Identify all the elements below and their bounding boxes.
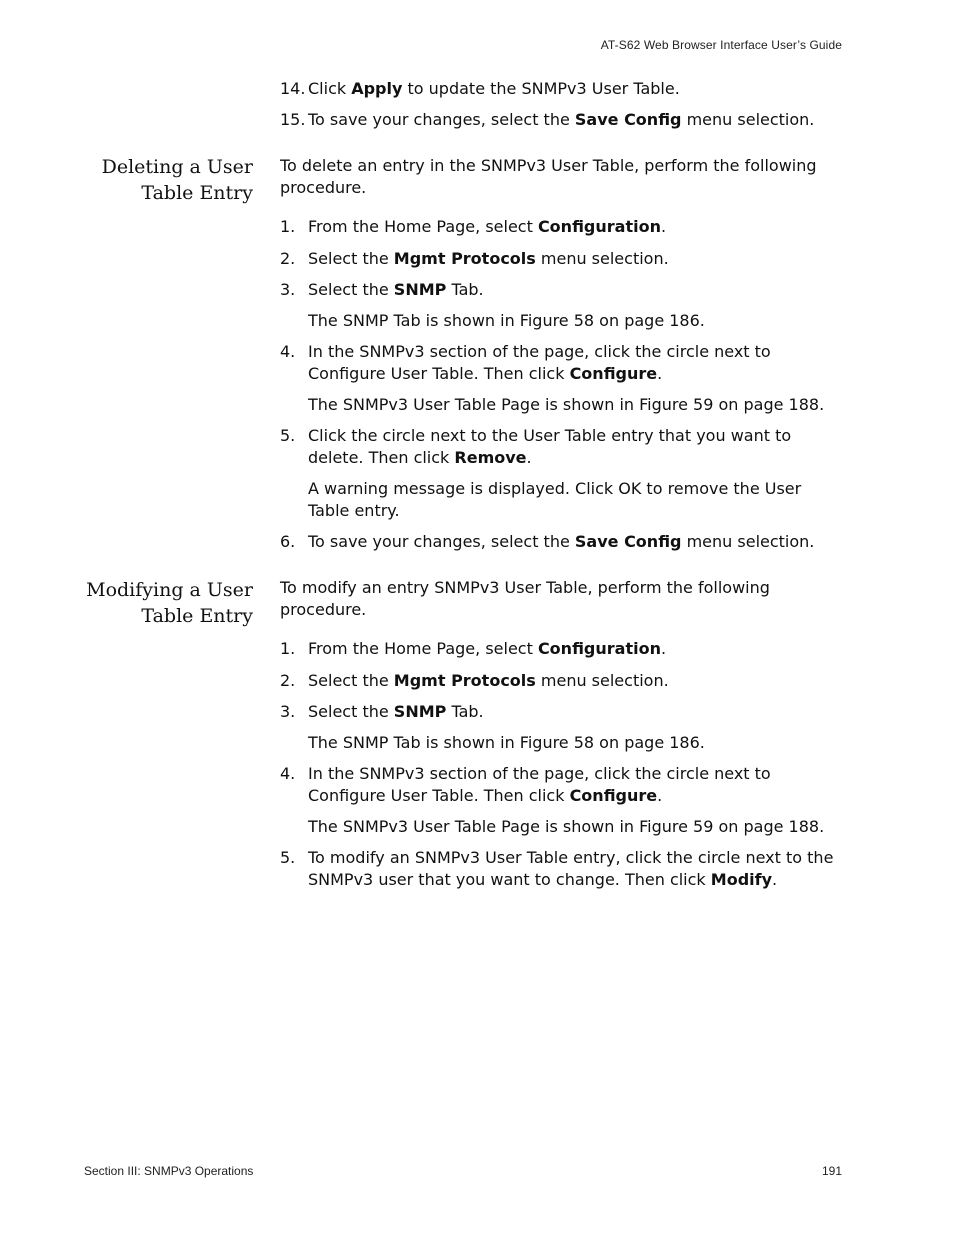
heading-line: Table Entry bbox=[141, 182, 253, 204]
modifying-intro: To modify an entry SNMPv3 User Table, perform the following procedure. bbox=[280, 578, 770, 619]
modify-step-1: 1. From the Home Page, select Configuration. bbox=[280, 639, 667, 658]
heading-line: Modifying a User bbox=[86, 579, 253, 601]
delete-note-3: The SNMP Tab is shown in Figure 58 on page 186. bbox=[308, 311, 705, 330]
modify-note-3: The SNMP Tab is shown in Figure 58 on page 186. bbox=[308, 733, 705, 752]
section-heading-modifying bbox=[60, 577, 253, 629]
delete-step-4: 4. In the SNMPv3 section of the page, click the circle next to Configure User Table. Then click Configure. bbox=[280, 342, 771, 383]
page-number: 191 bbox=[821, 1164, 842, 1178]
modify-note-4: The SNMPv3 User Table Page is shown in Figure 59 on page 188. bbox=[308, 817, 825, 836]
delete-note-4: The SNMPv3 User Table Page is shown in Figure 59 on page 188. bbox=[308, 395, 825, 414]
deleting-intro: To delete an entry in the SNMPv3 User Table, perform the following procedure. bbox=[280, 156, 817, 197]
running-footer bbox=[84, 1164, 842, 1178]
running-header: AT-S62 Web Browser Interface User’s Guide bbox=[600, 38, 842, 52]
footer-section: Section III: SNMPv3 Operations bbox=[84, 1164, 254, 1178]
modify-step-4: 4. In the SNMPv3 section of the page, click the circle next to Configure User Table. Then click Configure. bbox=[280, 764, 771, 805]
modify-step-5: 5. To modify an SNMPv3 User Table entry, click the circle next to the SNMPv3 user that you want to change. Then click Modify. bbox=[280, 848, 834, 889]
delete-note-5: A warning message is displayed. Click OK to remove the User Table entry. bbox=[308, 479, 802, 520]
delete-step-6: 6. To save your changes, select the Save Config menu selection. bbox=[280, 532, 815, 551]
step-14: 14. Click Apply to update the SNMPv3 User Table. bbox=[280, 79, 680, 98]
heading-line: Deleting a User bbox=[101, 156, 253, 178]
delete-step-5: 5. Click the circle next to the User Table entry that you want to delete. Then click Remove. bbox=[280, 426, 792, 467]
delete-step-3: 3. Select the SNMP Tab. bbox=[280, 280, 484, 299]
delete-step-2: 2. Select the Mgmt Protocols menu selection. bbox=[280, 249, 669, 268]
delete-step-1: 1. From the Home Page, select Configuration. bbox=[280, 217, 667, 236]
body-content bbox=[280, 78, 840, 891]
section-heading-deleting bbox=[60, 154, 253, 206]
modify-step-2: 2. Select the Mgmt Protocols menu selection. bbox=[280, 671, 669, 690]
modify-step-3: 3. Select the SNMP Tab. bbox=[280, 702, 484, 721]
step-15: 15. To save your changes, select the Save Config menu selection. bbox=[280, 110, 815, 129]
heading-line: Table Entry bbox=[141, 605, 253, 627]
